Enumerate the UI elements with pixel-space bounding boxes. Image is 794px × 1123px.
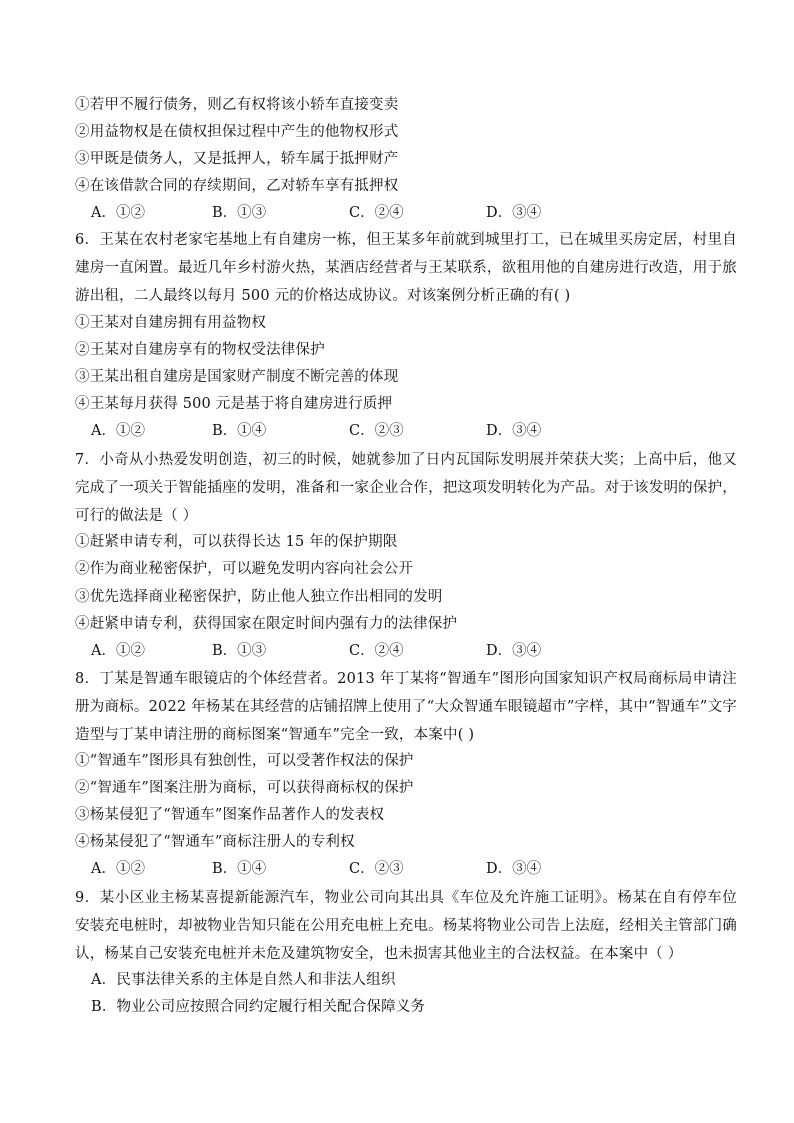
q9-option-b[interactable]: B．物业公司应按照合同约定履行相关配合保障义务 (91, 999, 426, 1015)
q6-statement-3: ③王某出租自建房是国家财产制度不断完善的体现 (75, 369, 399, 385)
q6-option-d[interactable]: D．③④ (486, 423, 542, 439)
q5-statement-2: ②用益物权是在债权担保过程中产生的他物权形式 (75, 124, 399, 140)
q7-option-d[interactable]: D．③④ (486, 643, 542, 659)
q7-option-c[interactable]: C．②④ (349, 643, 404, 659)
q9-option-a[interactable]: A．民事法律关系的主体是自然人和非法人组织 (91, 972, 396, 988)
q8-option-a[interactable]: A．①② (91, 861, 145, 877)
q8-statement-3: ③杨某侵犯了“智通车”图案作品著作人的发表权 (75, 807, 385, 823)
q5-option-c[interactable]: C．②④ (349, 205, 404, 221)
q7-stem: 7．小奇从小热爱发明创造，初三的时候，她就参加了日内瓦国际发明展并荣获大奖；上高中后，他又完成了一项关于智能插座的发明，准备和一家企业合作，把这项发明转化为产品。对于该发明的保护，可行的做法是（ ） (75, 452, 737, 524)
q8-options (91, 859, 734, 879)
q6-options (91, 421, 734, 441)
q8-option-c[interactable]: C．②③ (349, 861, 404, 877)
q6-stem: 6．王某在农村老家宅基地上有自建房一栋，但王某多年前就到城里打工，已在城里买房定居，村里自建房一直闲置。最近几年乡村游火热，某酒店经营者与王某联系，欲租用他的自建房进行改造，用于旅游出租，二人最终以每月 500 元的价格达成协议。对该案例分析正确的有( ) (75, 232, 737, 304)
q5-option-d[interactable]: D．③④ (486, 205, 542, 221)
q5-option-b[interactable]: B．①③ (212, 205, 267, 221)
q5-statement-4: ④在该借款合同的存续期间，乙对轿车享有抵押权 (75, 178, 399, 194)
q8-option-b[interactable]: B．①④ (212, 861, 267, 877)
q5-statement-1: ①若甲不履行债务，则乙有权将该小轿车直接变卖 (75, 97, 399, 113)
q6-option-c[interactable]: C．②③ (349, 423, 404, 439)
q6-statement-4: ④王某每月获得 500 元是基于将自建房进行质押 (75, 396, 393, 412)
q6-statement-1: ①王某对自建房拥有用益物权 (75, 315, 267, 331)
q8-statement-4: ④杨某侵犯了“智通车”商标注册人的专利权 (75, 834, 355, 850)
q8-statement-2: ②“智通车”图案注册为商标，可以获得商标权的保护 (75, 780, 414, 796)
q7-options (91, 641, 734, 661)
q5-statement-3: ③甲既是债务人，又是抵押人，轿车属于抵押财产 (75, 151, 399, 167)
q5-options (91, 203, 734, 223)
q7-statement-2: ②作为商业秘密保护，可以避免发明内容向社会公开 (75, 561, 414, 577)
q6-option-a[interactable]: A．①② (91, 423, 145, 439)
q7-statement-3: ③优先选择商业秘密保护，防止他人独立作出相同的发明 (75, 589, 443, 605)
q8-option-d[interactable]: D．③④ (486, 861, 542, 877)
q7-option-a[interactable]: A．①② (91, 643, 145, 659)
q6-statement-2: ②王某对自建房享有的物权受法律保护 (75, 342, 325, 358)
q9-stem: 9．某小区业主杨某喜提新能源汽车，物业公司向其出具《车位及允许施工证明》。杨某在自有停车位安装充电桩时，却被物业告知只能在公用充电桩上充电。杨某将物业公司告上法庭，经相关主管部门确认，杨某自己安装充电桩并未危及建筑物安全，也未损害其他业主的合法权益。在本案中（ ） (75, 890, 737, 962)
q5-option-a[interactable]: A．①② (91, 205, 145, 221)
q8-statement-1: ①“智通车”图形具有独创性，可以受著作权法的保护 (75, 753, 414, 769)
q7-statement-4: ④赶紧申请专利，获得国家在限定时间内强有力的法律保护 (75, 616, 458, 632)
q6-option-b[interactable]: B．①④ (212, 423, 267, 439)
q7-statement-1: ①赶紧申请专利，可以获得长达 15 年的保护期限 (75, 534, 398, 550)
q8-stem: 8．丁某是智通车眼镜店的个体经营者。2013 年丁某将“智通车”图形向国家知识产权局商标局申请注册为商标。2022 年杨某在其经营的店铺招牌上使用了“大众智通车眼镜超市”字样，其中“智通车”文字造型与丁某申请注册的商标图案“智通车”完全一致，本案中( ) (75, 671, 737, 743)
q7-option-b[interactable]: B．①③ (212, 643, 267, 659)
